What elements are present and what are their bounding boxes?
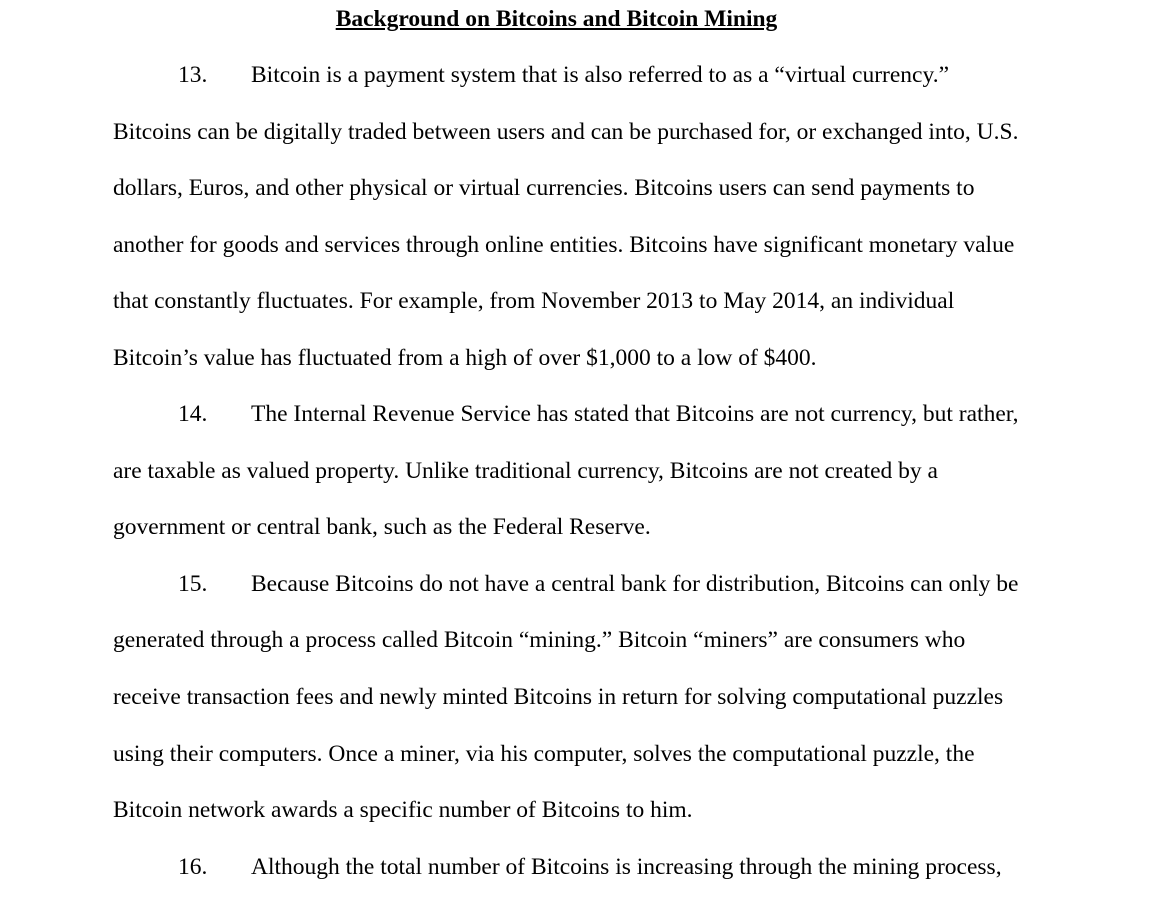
- paragraph-line: dollars, Euros, and other physical or virtual currencies. Bitcoins users can send payments to: [113, 175, 975, 201]
- paragraph-line: Bitcoin is a payment system that is also referred to as a “virtual currency.”: [251, 62, 950, 88]
- paragraph-line: receive transaction fees and newly minted Bitcoins in return for solving computational puzzles: [113, 684, 1004, 710]
- paragraph-line: Bitcoin’s value has fluctuated from a high of over $1,000 to a low of $400.: [113, 345, 817, 371]
- paragraph-line: Bitcoins can be digitally traded between users and can be purchased for, or exchanged into, U.S.: [113, 119, 1019, 145]
- paragraph-line: generated through a process called Bitcoin “mining.” Bitcoin “miners” are consumers who: [113, 627, 966, 653]
- paragraph-line: Bitcoin network awards a specific number of Bitcoins to him.: [113, 797, 693, 823]
- paragraph-number: 14.: [178, 401, 208, 427]
- paragraph-line: Although the total number of Bitcoins is increasing through the mining process,: [251, 854, 1002, 880]
- paragraph-number: 16.: [178, 854, 208, 880]
- paragraph-line: are taxable as valued property. Unlike traditional currency, Bitcoins are not created by a: [113, 458, 938, 484]
- paragraph-line: government or central bank, such as the Federal Reserve.: [113, 514, 651, 540]
- paragraph-line: that constantly fluctuates. For example, from November 2013 to May 2014, an individual: [113, 288, 955, 314]
- paragraph-line: using their computers. Once a miner, via his computer, solves the computational puzzle, the: [113, 741, 975, 767]
- paragraph-line: Because Bitcoins do not have a central bank for distribution, Bitcoins can only be: [251, 571, 1019, 597]
- paragraph-line: another for goods and services through online entities. Bitcoins have significant monetary value: [113, 232, 1015, 258]
- paragraph-number: 13.: [178, 62, 208, 88]
- section-heading: Background on Bitcoins and Bitcoin Mining: [335, 6, 778, 32]
- paragraph-line: The Internal Revenue Service has stated that Bitcoins are not currency, but rather,: [251, 401, 1019, 427]
- paragraph-number: 15.: [178, 571, 208, 597]
